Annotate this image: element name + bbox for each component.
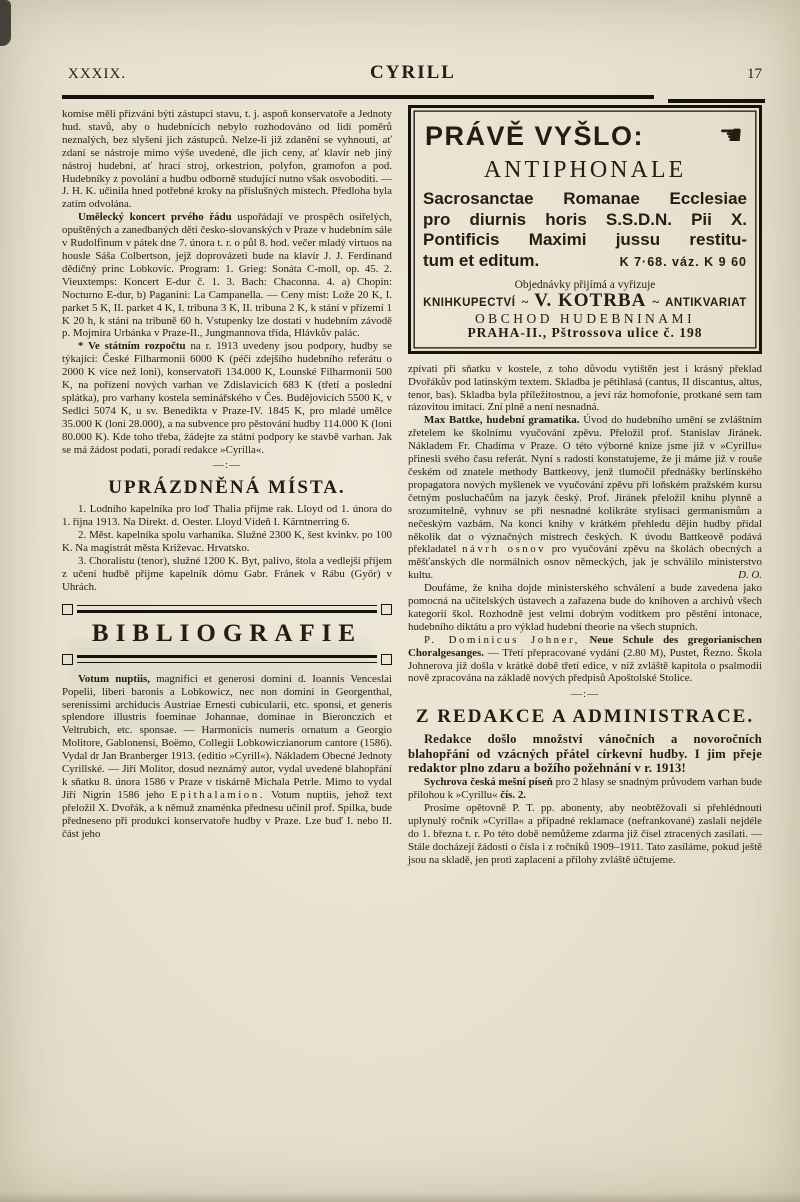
text-run: Epithalamion. bbox=[171, 788, 265, 801]
header-rule-right bbox=[668, 99, 765, 103]
double-rule bbox=[77, 655, 377, 663]
ad-body-line: tum et editum. bbox=[423, 250, 540, 270]
ad-body-line: Pontificis Maximi jussu restitu- bbox=[423, 230, 747, 249]
ad-body-line: pro diurnis horis S.S.D.N. Pii X. bbox=[423, 209, 747, 229]
paragraph bbox=[408, 732, 762, 776]
advertisement-antiphonale bbox=[408, 105, 762, 354]
ad-shop-line2: OBCHOD HUDEBNINAMI bbox=[474, 310, 696, 326]
paragraph bbox=[408, 776, 762, 802]
ad-orders-line: Objednávky přijímá a vyřizuje bbox=[514, 279, 656, 291]
ad-headline: PRÁVĚ VYŠLO: bbox=[425, 121, 645, 151]
text-run: 1. Lodního kapelníka pro loď Thalia přijme rak. Lloyd od 1. února do 1. října 1913. Na Direkt. d. Oester. Lloyd Vídeň I. Kärntnerring 6. bbox=[62, 503, 392, 529]
ad-bookshop-right: ANTIKVARIAT bbox=[665, 297, 747, 309]
ad-bookshop-line bbox=[423, 290, 747, 311]
text-run: uspořádají ve prospěch osiřelých, opuštěných a zanedbaných dětí česko-slovanských v Praze v hudebním sále v Rudolfinum v pátek dne 7. února t. r. o půl 8. hod. večer mladý virtuos na housle Sáša Colbertson, jejž doprovázeti bude na klavír J. J. Ferdinand dědičný princ Lobkovic. Program: 1. Grieg: Sonáta C-moll, op. 45. 2. Vieuxtemps: Koncert E-dur č. 1. 3. Bach: Chaconna. 4. a) Chopin: Nocturno E-dur, b) Paganini: La Campanella. — Ceny míst: Lože 20 K, I. parket 5 K, II. parket 4 K, I. tribuna 3 K, II. tribuna 2 K, k stání v přízemí 1 K 20 h, k stání na tribuně 60 h. Vstupenky lze dostati v hudebním závodě p. Mojmíra Urbánka v Praze-II., Jungmannova třída, Hlávkův palác. bbox=[62, 211, 392, 340]
text-run: Úvod do hudebního umění se zvláštním zřetelem ke školnímu vyučování zpěvu. Přeložil prof. Stanislav Jiránek. Nákladem Fr. Chadíma v Praze. O této výborné knize jsme již v »Cyrillu« přinesli svého času referát. Nyní s radostí konstatujeme, že ji máme již v rouše českém od znatele methody Battkeovy, jenž tlumočil přednášky berlínského propagatora nových myšlenek ve vyučování zpěvu při loňském pražském kursu četným posluchačům na jazyk český. Prof. Jiránek přeložil knihu plynně a srozumitelně, vyhnuv se při nesnadné kolikráte stylisaci germanismům a nečeským vazbám. Na konci knihy v krátkém přehledu dějin hudby přidal několik dat o význačných mistrech českých. K úvodu Battkeově podává překladatel bbox=[408, 414, 762, 556]
text-run: Votum nuptiis, jehož text přeložil X. Dvořák, a k němuž znaménka přednesu učinil prof. Spilka, bude předneseno při produkci konservatoře hudby v Praze. Lze buď I. nebo II. část jeho bbox=[62, 788, 392, 840]
paragraph bbox=[62, 108, 392, 211]
double-rule bbox=[77, 605, 377, 613]
text-run: Neue Schule des gregorianischen Choralgesanges. bbox=[408, 633, 762, 659]
manicule-left-icon: ☚ bbox=[718, 120, 743, 151]
section-heading: UPRÁZDNĚNÁ MÍSTA. bbox=[108, 477, 346, 499]
paragraph bbox=[408, 634, 762, 686]
text-run: — Třetí přepracované vydání (2.80 M), Pustet, Řezno. Škola Johnerova již došla v krátké době třetí edice, v níž zvláště kapitola o psalmodii nově zpracována na základě nových předpisů Apoštolské Stolice. bbox=[408, 646, 762, 685]
paragraph bbox=[408, 582, 762, 634]
ornamental-rule bbox=[62, 604, 392, 615]
ad-body-lastline bbox=[423, 251, 747, 273]
paragraph bbox=[408, 414, 762, 582]
text-run: Prosíme opětovně P. T. pp. abonenty, aby neobtěžovali si přehlédnouti uplynulý ročník »Cyrilla« a případné reklamace (nefrankované) zaslali nejdéle do 1. března t. r. Po této době nemůžeme zdarma již čísel ztracených zasílati. — Stále docházejí žádosti o čísla i z ročníků 1909–1911. Tato zasíláme, pokud ještě jsou na skladě, jen proti zaplacení a přílohy zvláště účtujeme. bbox=[408, 801, 762, 866]
text-run: návrh osnov bbox=[462, 543, 547, 556]
paragraph bbox=[408, 802, 762, 867]
corner-square bbox=[62, 654, 73, 665]
ad-body bbox=[423, 189, 747, 272]
text-run: pro 2 hlasy se snadným průvodem varhan bude přílohou k »Cyrillu« bbox=[408, 776, 762, 801]
text-run: pro vyučování zpěvu na školách obecných a měšťanských dle normálních osnov německých, jak je schválilo ministerstvo kultu. bbox=[408, 543, 762, 582]
text-run: Doufáme, že kniha dojde ministerského schválení a bude zavedena jako pomocná na učitelských ústavech a zařazena bude do knihoven a archivů všech kategorií škol. Rozhodně jest velmi dobrým vodítkem pro pěstění intonace, hudebního diktátu a pro výklad hudební theorie na všech stupních. bbox=[408, 582, 762, 633]
journal-title: CYRILL bbox=[370, 62, 456, 83]
left-column bbox=[62, 108, 392, 841]
ad-separator: ~ bbox=[521, 294, 529, 309]
ad-separator: ~ bbox=[652, 294, 660, 309]
paragraph bbox=[62, 529, 392, 555]
paragraph bbox=[62, 211, 392, 340]
scan-ink-blob bbox=[0, 0, 11, 46]
ad-headline-row bbox=[423, 121, 747, 153]
signature: D. O. bbox=[738, 569, 762, 582]
section-divider: —:— bbox=[570, 688, 600, 701]
ad-bookshop-left: KNIHKUPECTVÍ bbox=[423, 297, 516, 309]
text-run: magnifici et generosi domini d. Ioannis Venceslai Popelii, liberi baronis a Lobkowicz, nec non domini in Georgenthal, serenissimi archiducis Austriae Ernesti cubicularii, etc. sponsi, et generis splendore illustris foeminae Johannae, dominae in Bieronczich et Veltrubich, etc. sponsae. — Harmonicis numeris ornatum a Georgio Molitore, Gablonensi, Boëmo, Collegii Lobkowiczianorum cantore (1586). Vydal dr Jan Branberger 1913. (editio »Cyrill«). Nákladem Obecné Jednoty Cyrillské. — Jiří Molitor, dosud neznámý autor, vydal uvedené blahopřání k sňatku 8. února 1586 v Praze v tiskárně Michala Petrle. Mimo to vydal Jiří Nigrin 1586 jeho bbox=[62, 672, 392, 801]
ad-body-line: Sacrosanctae Romanae Ecclesiae bbox=[423, 189, 747, 208]
paragraph bbox=[62, 555, 392, 594]
text-run: 3. Choralistu (tenor), služné 1200 K. Byt, palivo, štola a vedlejší příjem z učení hudbě přijme kapelník dómu Gabr. Fránek v Rábu (Győr) v Uhrách. bbox=[62, 555, 392, 593]
ornamental-rule bbox=[62, 654, 392, 665]
text-run: na r. 1913 uvedeny jsou podpory, hudby se týkající: České Filharmonii 6000 K (péčí zdejšího hudebního referátu o 2000 K více než loni), konservatoři 134.000 K, Lounské Filharmonii 500 K, na pořízení nových varhan ve Zdislavicích 683 K (třetí a poslední splátka), pro varhany kostela seminářského v Čes. Budějovicích 5500 K, v Sedlci 5074 K, u sv. Benedikta v Praze-IV. 1845 K, pro mladé umělce 35.000 K (loni 28.000), a na subvence pro pěstování hudby 114.000 K (loni 80.000 K). Kde toho třeba, žádejte za státní podpory ke stavbě varhan. Jak se má žádost podati, poradí redakce »Cyrilla«. bbox=[62, 340, 392, 456]
text-run: Umělecký koncert prvého řádu bbox=[78, 211, 232, 224]
ad-price: K 7·68. váz. K 9 60 bbox=[619, 254, 747, 269]
text-run: Max Battke, hudební gramatika. bbox=[424, 414, 580, 427]
section-divider: —:— bbox=[212, 459, 242, 472]
text-run: 2. Měst. kapelníka spolu varhaníka. Služné 2300 K, šest kvinkv. po 100 K. Na magistrát města Križevac. Hrvatsko. bbox=[62, 529, 392, 555]
ad-product-title: ANTIPHONALE bbox=[483, 157, 687, 183]
text-run: * Ve státním rozpočtu bbox=[78, 340, 186, 353]
right-column-text bbox=[408, 363, 762, 867]
bibliografie-box bbox=[62, 604, 392, 665]
corner-square bbox=[381, 654, 392, 665]
header-rule-left bbox=[62, 95, 654, 99]
text-run: Votum nuptiis, bbox=[78, 672, 150, 685]
running-head bbox=[62, 60, 764, 90]
paragraph bbox=[62, 340, 392, 456]
corner-square bbox=[62, 604, 73, 615]
right-column bbox=[408, 105, 762, 866]
scan-edge-shadow bbox=[0, 1192, 800, 1202]
text-run: Redakce došlo množství vánočních a novoročních blahopřání od vzácných přátel církevní hudby. I jim přeje redaktor plno zdaru a božího požehnání v r. 1913! bbox=[408, 732, 762, 776]
ad-shop-address: PRAHA-II., Pštrossova ulice č. 198 bbox=[467, 324, 703, 340]
paragraph bbox=[62, 503, 392, 529]
paragraph bbox=[62, 673, 392, 841]
corner-square bbox=[381, 604, 392, 615]
paragraph bbox=[408, 363, 762, 415]
text-run: čís. 2. bbox=[500, 788, 526, 801]
section-heading: Z REDAKCE A ADMINISTRACE. bbox=[415, 706, 755, 728]
ad-bookshop-name: V. KOTRBA bbox=[534, 290, 647, 311]
volume-number: XXXIX. bbox=[68, 66, 127, 82]
page-number: 17 bbox=[747, 66, 762, 82]
text-run: komise měli přizváni býti zástupci stavu, t. j. aspoň konservatoře a Jednoty hud. stavů, aby o hudebnících nebylo rozhodováno od lidí poměrů neznalých, bez slyšení jich zástupců. Nelze-li již zdanění se vyhnouti, ať zdaní se nástroje mimo výše uvedené, dle jich ceny, ať klavír neb jiný nástroj hudební, ať hrací stroj, orkestrion, polyfon, gramofon a pod. Hudebníky z povolání a hudbu odborně studující nutno však osvoboditi. — J. H. K. učinila hned potřebné kroky na příslušných místech. Předloha byla zatím odvolána. bbox=[62, 108, 392, 211]
text-run: zpívati při sňatku v kostele, z toho důvodu vytištěn jest i krásný překlad Dvořákův pod latinským textem. Skladba je pětihlasá (cantus, II discantus, altus, tenor, bas). Skladba byla příležitostnou, a jeví ráz homofonie, protkané sem tam rázovitou imitací. Zní plně a není nesnadná. bbox=[408, 362, 762, 414]
bibliografie-title: BIBLIOGRAFIE bbox=[91, 619, 363, 647]
text-run: P. Dominicus Johner, bbox=[424, 633, 580, 646]
text-run: Sychrova česká mešní píseň bbox=[424, 776, 553, 789]
